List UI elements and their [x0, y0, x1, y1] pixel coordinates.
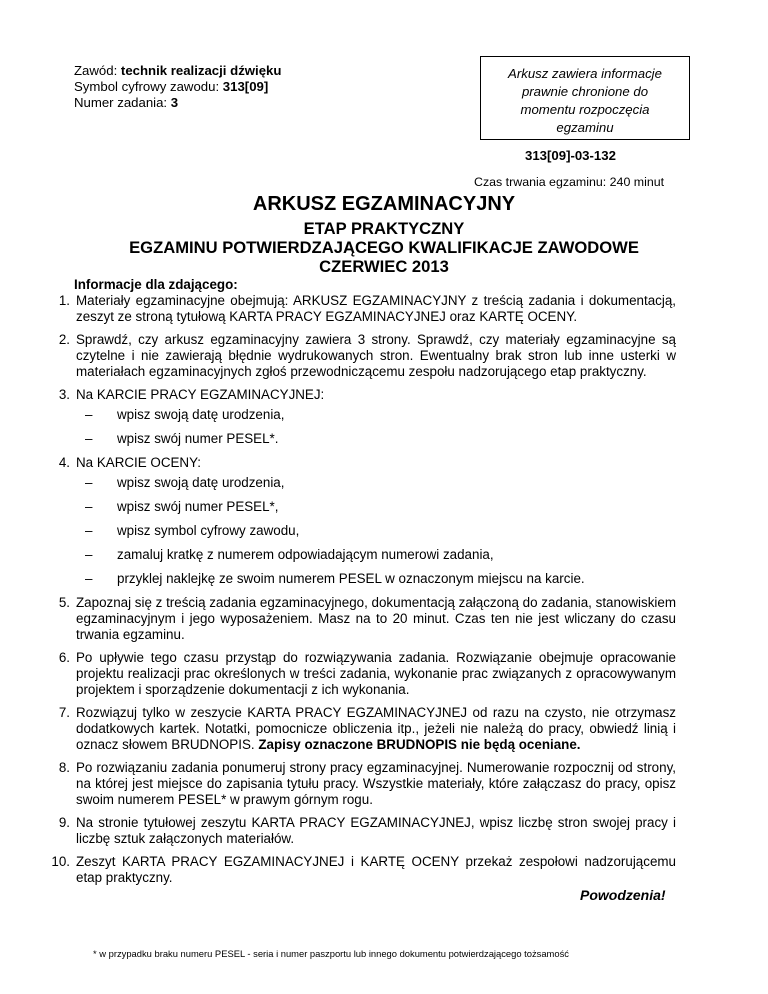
item-text: Po rozwiązaniu zadania ponumeruj strony pracy egzaminacyjnej. Numerowanie rozpocznij od strony, na której jest miejsce do zapisania tytułu pracy. Wszystkie materiały, które załączasz do pracy, opisz swoim numerem PESEL* w prawym górnym rogu. [76, 760, 676, 807]
instruction-item [52, 293, 676, 325]
good-luck: Powodzenia! [580, 887, 666, 903]
item-number: 9. [58, 815, 70, 830]
item-text: Sprawdź, czy arkusz egzaminacyjny zawiera 3 strony. Sprawdź, czy materiały egzaminacyjne są czytelne i nie zawierają błędnie wydrukowanych stron. Ewentualny brak stron lub inne usterki w materiałach egzaminacyjnych zgłoś przewodniczącemu zespołu nadzorującego etap praktyczny. [76, 332, 676, 379]
main-title: ARKUSZ EGZAMINACYJNY [252, 193, 516, 215]
item-number: 8. [58, 760, 70, 775]
instruction-item [52, 815, 676, 847]
item-text: Po upływie tego czasu przystąp do rozwiązywania zadania. Rozwiązanie obejmuje opracowanie projektu realizacji prac określonych w treści zadania, wykonanie prac związanych z opracowywanym projektem i sporządzenie dokumentacji z ich wykonania. [76, 650, 676, 697]
sub-item [76, 523, 676, 539]
sub-item-text: przyklej naklejkę ze swoim numerem PESEL w oznaczonym miejscu na karcie. [117, 571, 585, 586]
info-heading: Informacje dla zdającego: [74, 277, 238, 292]
item-text: Na stronie tytułowej zeszytu KARTA PRACY EGZAMINACYJNEJ, wpisz liczbę stron swojej pracy i liczbę sztuk załączonych materiałów. [76, 815, 676, 846]
sub-item [76, 571, 676, 587]
sub-list [76, 407, 676, 447]
exam-title: EGZAMINU POTWIERDZAJĄCEGO KWALIFIKACJE ZAWODOWE [129, 238, 639, 257]
task-line: Numer zadania: 3 [74, 95, 179, 110]
notice-line: momentu rozpoczęcia [520, 102, 650, 117]
confidential-notice-box [480, 56, 690, 140]
notice-line: prawnie chronione do [521, 84, 649, 99]
session-date: CZERWIEC 2013 [319, 257, 449, 276]
item-emphasis: Zapisy oznaczone BRUDNOPIS nie będą oceniane. [258, 737, 581, 752]
sub-list [76, 475, 676, 587]
item-number: 3. [58, 387, 70, 402]
pesel-footnote: * w przypadku braku numeru PESEL - seria i numer paszportu lub innego dokumentu potwierdzającego tożsamość [93, 948, 569, 959]
dash-bullet: – [85, 523, 93, 538]
symbol-value: 313[09] [222, 79, 269, 94]
symbol-line: Symbol cyfrowy zawodu: 313[09] [74, 79, 269, 94]
item-text: Na KARCIE OCENY: [76, 455, 202, 470]
item-text: Materiały egzaminacyjne obejmują: ARKUSZ EGZAMINACYJNY z treścią zadania i dokumentacją, zeszyt ze stroną tytułową KARTA PRACY EGZAMINACYJNEJ oraz KARTĘ OCENY. [76, 293, 676, 324]
stage-title: ETAP PRAKTYCZNY [303, 219, 465, 238]
sub-item [76, 407, 676, 423]
sub-item-text: wpisz symbol cyfrowy zawodu, [117, 523, 300, 538]
item-text: Rozwiązuj tylko w zeszycie KARTA PRACY EGZAMINACYJNEJ od razu na czysto, nie otrzymasz dodatkowych kartek. Notatki, pomocnicze obliczenia itp., jeżeli nie należą do pracy, obwiedź linią i oznacz słowem BRUDNOPIS. [76, 705, 676, 752]
item-number: 1. [58, 293, 70, 308]
item-number: 5. [58, 595, 70, 610]
item-number: 7. [58, 705, 70, 720]
instruction-item [52, 854, 676, 886]
exam-duration: Czas trwania egzaminu: 240 minut [474, 175, 665, 189]
instruction-item [52, 332, 676, 380]
exam-header [74, 63, 281, 111]
sub-item-text: wpisz swój numer PESEL*, [117, 499, 279, 514]
notice-line: Arkusz zawiera informacje [508, 66, 662, 81]
sub-item [76, 431, 676, 447]
dash-bullet: – [85, 431, 93, 446]
dash-bullet: – [85, 407, 93, 422]
dash-bullet: – [85, 475, 93, 490]
sub-item-text: wpisz swój numer PESEL*. [117, 431, 279, 446]
profession-line: Zawód: technik realizacji dźwięku [74, 63, 282, 78]
instruction-item [52, 650, 676, 698]
item-number: 6. [58, 650, 70, 665]
sub-item [76, 547, 676, 563]
instruction-item [52, 387, 676, 447]
dash-bullet: – [85, 547, 93, 562]
item-number: 4. [58, 455, 70, 470]
item-text: Zeszyt KARTA PRACY EGZAMINACYJNEJ i KARTĘ OCENY przekaż zespołowi nadzorującemu etap praktyczny. [76, 854, 676, 885]
instruction-item [52, 760, 676, 808]
dash-bullet: – [85, 571, 93, 586]
subtitle-block [60, 219, 708, 276]
sub-item [76, 499, 676, 515]
sub-item-text: wpisz swoją datę urodzenia, [117, 407, 285, 422]
sheet-code: 313[09]-03-132 [525, 148, 616, 163]
item-text: Zapoznaj się z treścią zadania egzaminacyjnego, dokumentacją załączoną do zadania, stanowiskiem egzaminacyjnym i jego wyposażeniem. Masz na to 20 minut. Czas ten nie jest wliczany do czasu trwania egzaminu. [76, 595, 676, 642]
item-text: Na KARCIE PRACY EGZAMINACYJNEJ: [76, 387, 325, 402]
instructions-list [52, 293, 676, 893]
instruction-item [52, 705, 676, 753]
sub-item-text: zamaluj kratkę z numerem odpowiadającym numerowi zadania, [117, 547, 494, 562]
dash-bullet: – [85, 499, 93, 514]
item-number: 2. [58, 332, 70, 347]
instruction-item [52, 595, 676, 643]
task-value: 3 [170, 95, 179, 110]
sub-item-text: wpisz swoją datę urodzenia, [117, 475, 285, 490]
sub-item [76, 475, 676, 491]
notice-line: egzaminu [556, 120, 614, 135]
instruction-item [52, 455, 676, 587]
profession-value: technik realizacji dźwięku [120, 63, 282, 78]
item-number: 10. [51, 854, 70, 869]
